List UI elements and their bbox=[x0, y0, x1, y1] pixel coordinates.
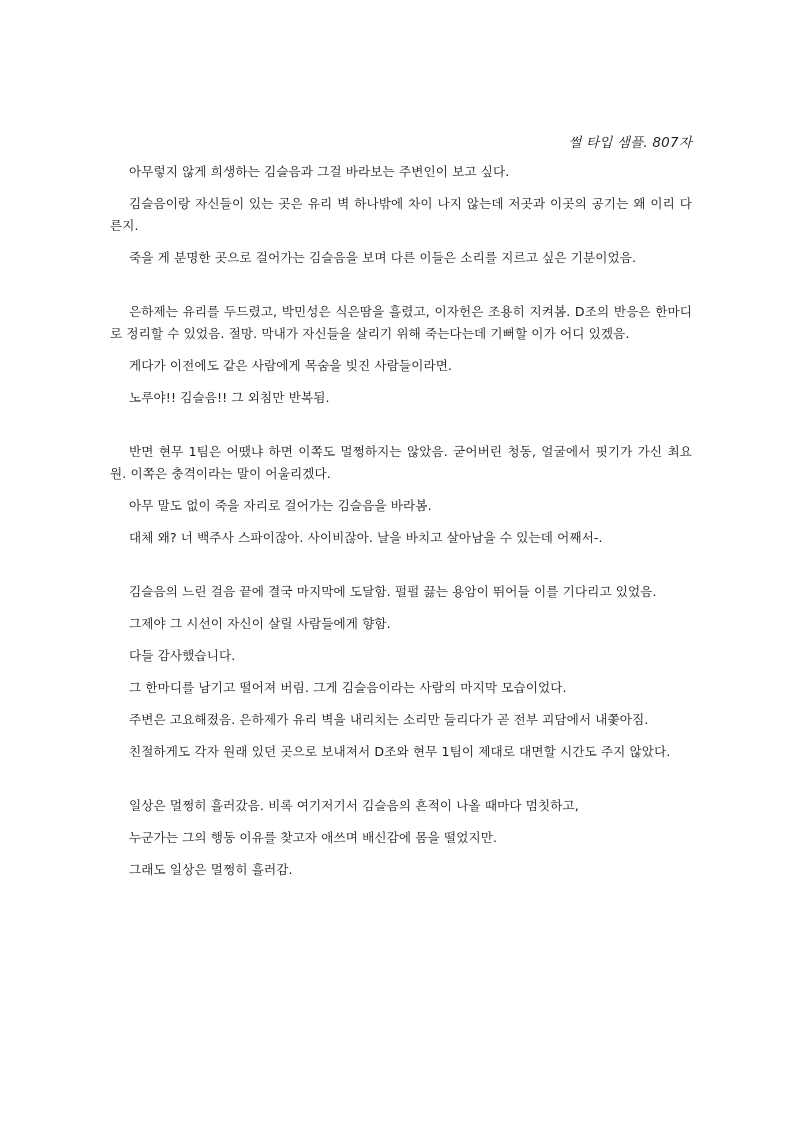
paragraph: 그제야 그 시선이 자신이 살릴 사람들에게 향함. bbox=[129, 616, 391, 631]
paragraph: 반면 현무 1팀은 어땠냐 하면 이쪽도 멀쩡하지는 않았음. 굳어버린 청동, 얼굴에서 핏기가 가신 최요원. 이쪽은 충격이라는 말이 어울리겠다. bbox=[110, 444, 692, 481]
story-body bbox=[110, 161, 692, 891]
paragraph: 누군가는 그의 행동 이유를 찾고자 애쓰며 배신감에 몸을 떨었지만. bbox=[129, 830, 498, 845]
section-gap bbox=[110, 279, 692, 301]
paragraph: 그래도 일상은 멀쩡히 흘러감. bbox=[129, 862, 293, 877]
paragraph: 친절하게도 각자 원래 있던 곳으로 보내져서 D조와 현무 1팀이 제대로 대면할 시간도 주지 않았다. bbox=[129, 744, 671, 759]
section-gap bbox=[110, 419, 692, 441]
paragraph: 게다가 이전에도 같은 사람에게 목숨을 빚진 사람들이라면. bbox=[129, 358, 453, 373]
section-gap bbox=[110, 559, 692, 581]
paragraph: 일상은 멀쩡히 흘러갔음. 비록 여기저기서 김슬음의 흔적이 나올 때마다 멈칫하고, bbox=[129, 798, 579, 813]
paragraph: 김슬음의 느린 걸음 끝에 결국 마지막에 도달함. 펄펄 끓는 용암이 뛰어들 이를 기다리고 있었음. bbox=[129, 584, 657, 599]
paragraph: 아무 말도 없이 죽을 자리로 걸어가는 김슬음을 바라봄. bbox=[129, 498, 432, 513]
sample-type-note: 썰 타입 샘플. 807자 bbox=[568, 135, 692, 151]
paragraph: 김슬음이랑 자신들이 있는 곳은 유리 벽 하나밖에 차이 나지 않는데 저곳과 이곳의 공기는 왜 이리 다른지. bbox=[110, 196, 692, 233]
paragraph: 아무렇지 않게 희생하는 김슬음과 그걸 바라보는 주변인이 보고 싶다. bbox=[129, 164, 510, 179]
paragraph: 노루야!! 김슬음!! 그 외침만 반복됨. bbox=[129, 390, 330, 405]
paragraph: 그 한마디를 남기고 떨어져 버림. 그게 김슬음이라는 사람의 마지막 모습이었다. bbox=[129, 680, 567, 695]
paragraph: 다들 감사했습니다. bbox=[129, 648, 236, 663]
paragraph: 주변은 고요해졌음. 은하제가 유리 벽을 내리치는 소리만 들리다가 곧 전부 괴담에서 내쫓아짐. bbox=[129, 712, 649, 727]
paragraph: 대체 왜? 너 백주사 스파이잖아. 사이비잖아. 날을 바치고 살아남을 수 있는데 어째서-. bbox=[129, 530, 603, 545]
paragraph: 죽을 게 분명한 곳으로 걸어가는 김슬음을 보며 다른 이들은 소리를 지르고 싶은 기분이었음. bbox=[129, 250, 637, 265]
paragraph: 은하제는 유리를 두드렸고, 박민성은 식은땀을 흘렸고, 이자헌은 조용히 지켜봄. D조의 반응은 한마디로 정리할 수 있었음. 절망. 막내가 자신들을 살리기 위해 죽는다는데 기뻐할 이가 어디 있겠음. bbox=[110, 304, 692, 341]
section-gap bbox=[110, 773, 692, 795]
